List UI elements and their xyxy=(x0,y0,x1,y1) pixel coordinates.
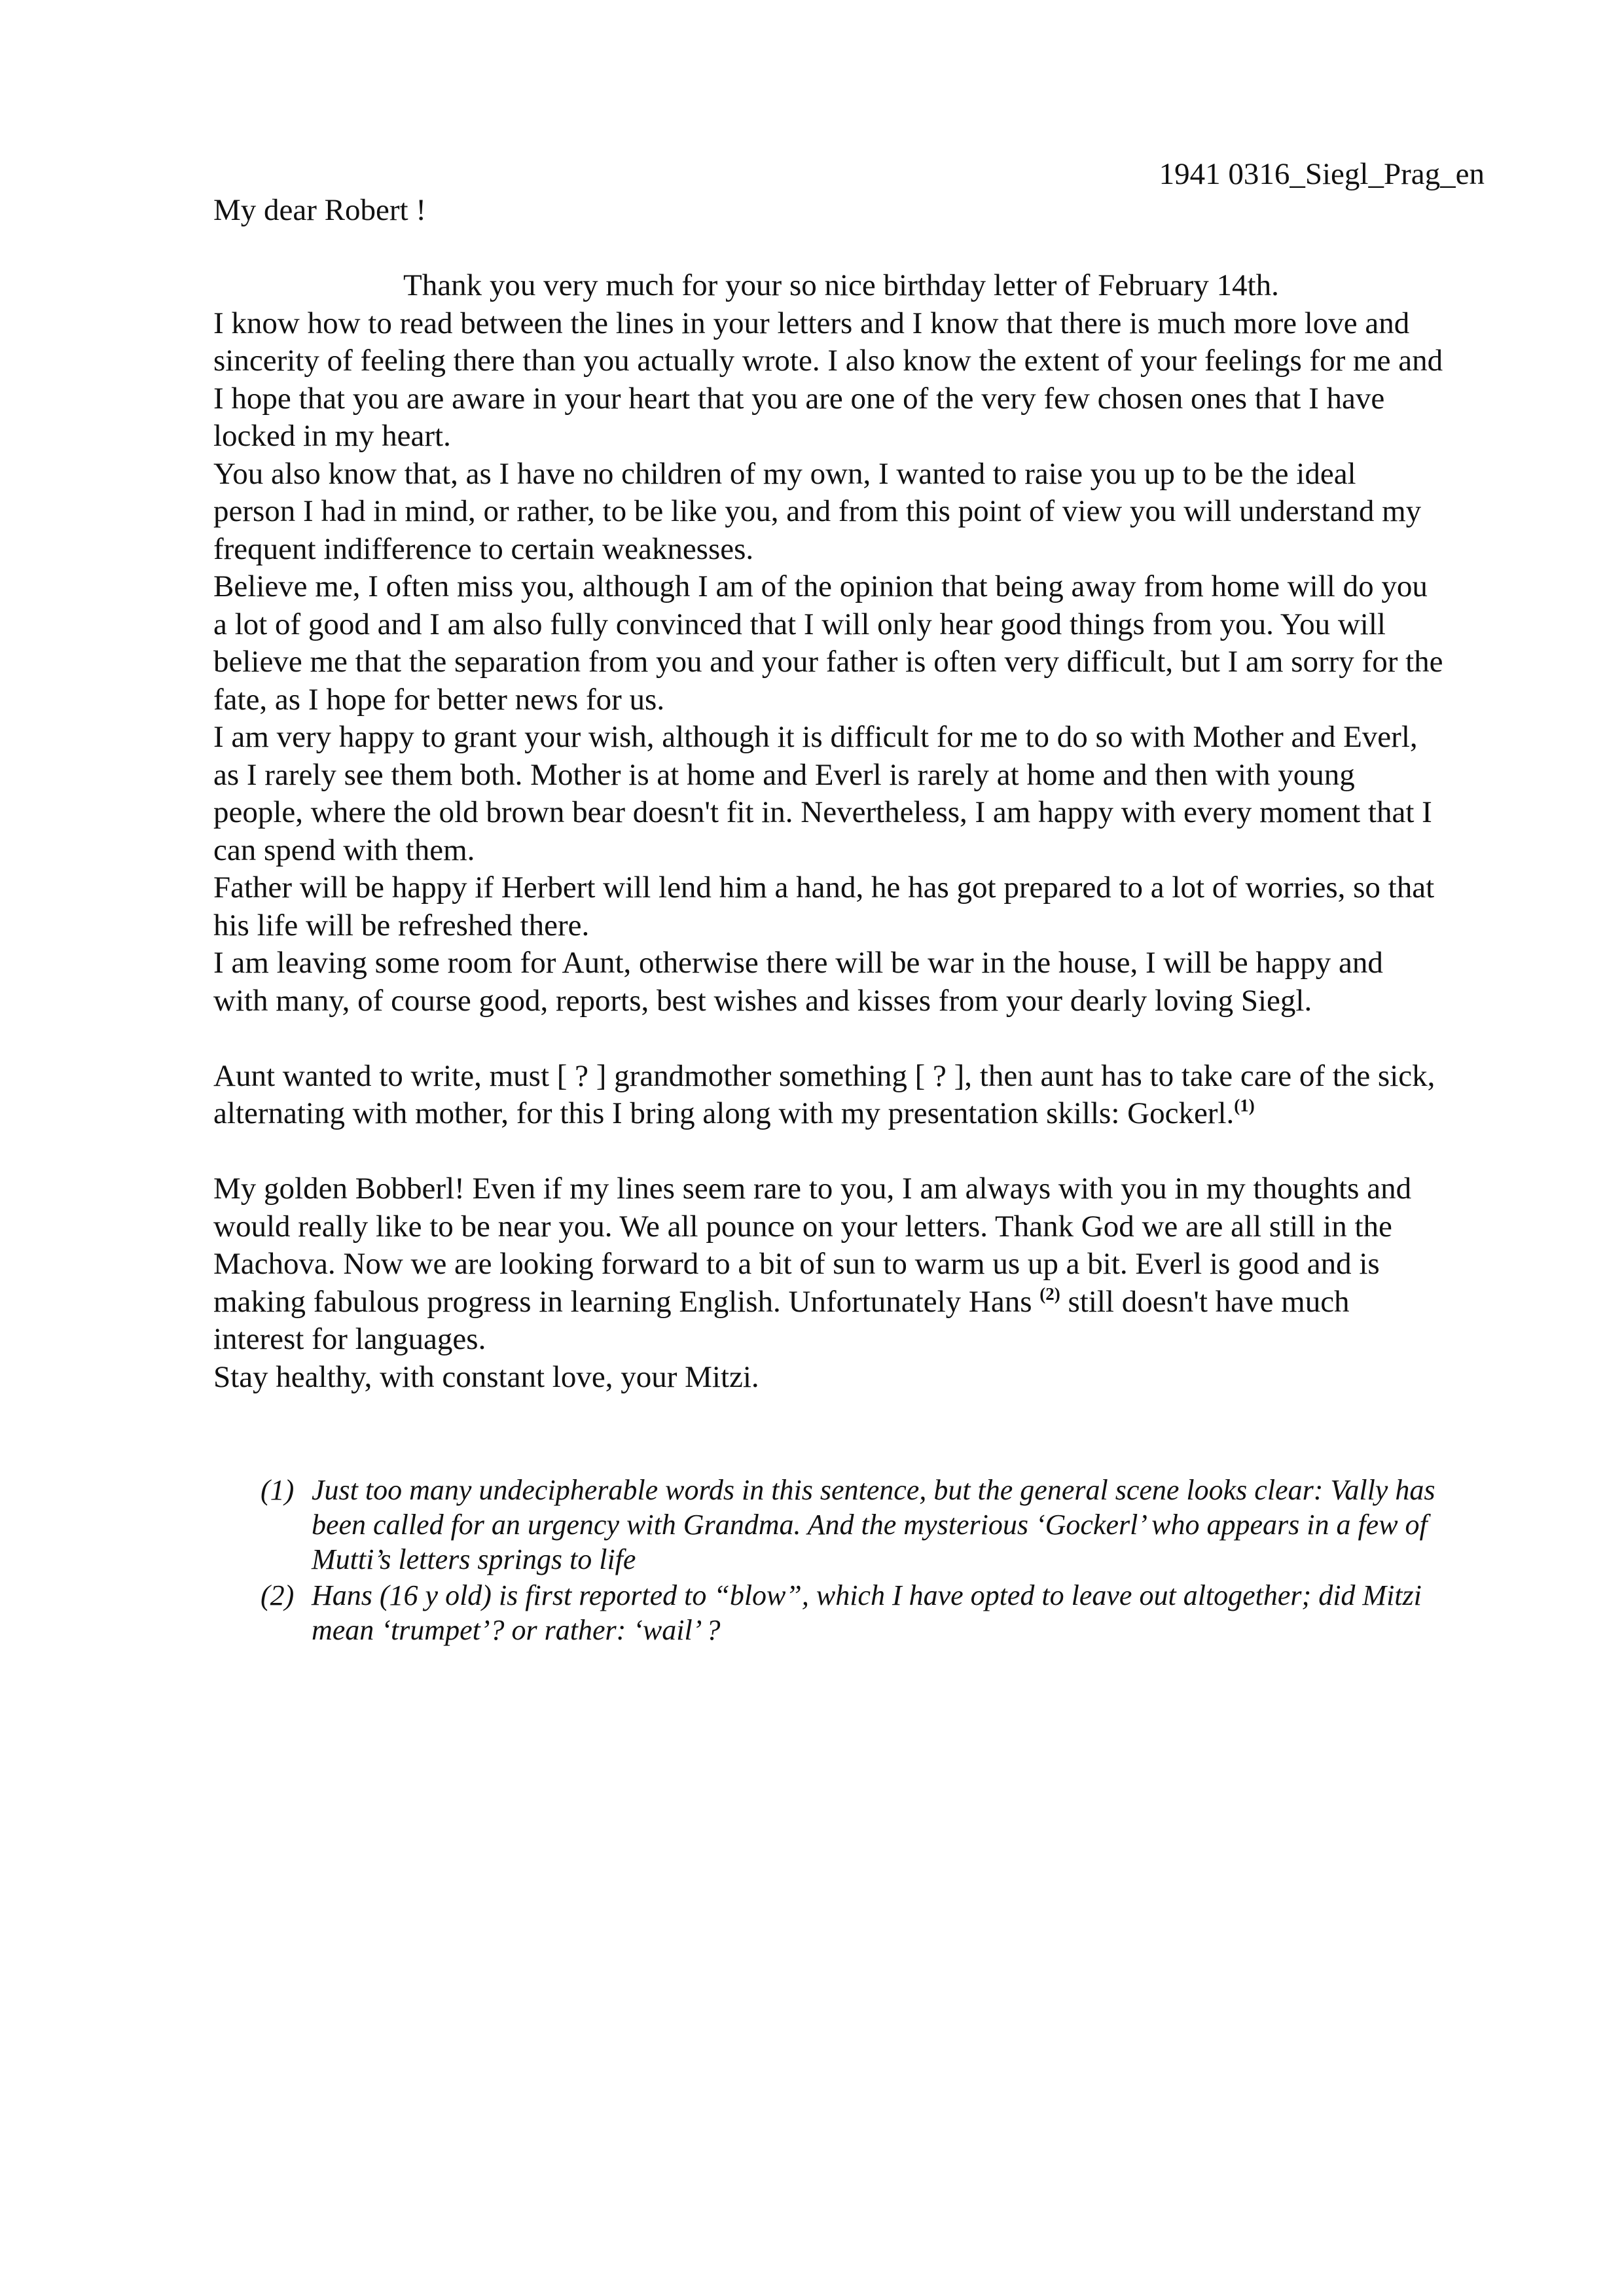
letter-line: locked in my heart. xyxy=(213,419,451,453)
letter-line: Thank you very much for your so nice birthday letter of February 14th. xyxy=(403,268,1279,302)
letter-body xyxy=(213,192,1536,1396)
letter-line: frequent indifference to certain weaknesses. xyxy=(213,531,754,566)
footnote-ref-2: (2) xyxy=(1039,1283,1060,1304)
mitzi-line-text: making fabulous progress in learning English. Unfortunately Hans xyxy=(213,1284,1032,1319)
footnotes xyxy=(261,1473,1504,1649)
salutation: My dear Robert ! xyxy=(213,193,426,227)
footnote-line: Hans (16 y old) is first reported to “blow”, which I have opted to leave out altogether; did Mitzi xyxy=(312,1579,1422,1611)
letter-line: people, where the old brown bear doesn't fit in. Nevertheless, I am happy with every moment that I xyxy=(213,795,1432,829)
letter-line: with many, of course good, reports, best wishes and kisses from your dearly loving Siegl. xyxy=(213,983,1312,1018)
letter-line: his life will be refreshed there. xyxy=(213,908,590,942)
mitzi-line-end: still doesn't have much xyxy=(1060,1284,1350,1319)
letter-line: person I had in mind, or rather, to be like you, and from this point of view you will understand my xyxy=(213,494,1422,528)
footnote-text xyxy=(312,1473,1504,1577)
aunt-line xyxy=(213,1095,1536,1133)
footnote-ref-1: (1) xyxy=(1234,1096,1255,1115)
mitzi-line: Machova. Now we are looking forward to a bit of sun to warm us up a bit. Everl is good and is xyxy=(213,1247,1380,1281)
footnote-number: (1) xyxy=(261,1474,295,1506)
letter-line: I know how to read between the lines in your letters and I know that there is much more love and xyxy=(213,306,1410,340)
footnote-line: mean ‘trumpet’? or rather: ‘wail’ ? xyxy=(312,1614,721,1646)
aunt-line: Aunt wanted to write, must [ ? ] grandmother something [ ? ], then aunt has to take care of the sick, xyxy=(213,1058,1435,1093)
footnote-1 xyxy=(261,1473,1504,1577)
letter-line: You also know that, as I have no children of my own, I wanted to raise you up to be the ideal xyxy=(213,456,1356,491)
footnote-line: Just too many undecipherable words in this sentence, but the general scene looks clear: Vally has xyxy=(312,1474,1435,1506)
letter-line: Father will be happy if Herbert will lend him a hand, he has got prepared to a lot of worries, so that xyxy=(213,870,1435,905)
document-reference: 1941 0316_Siegl_Prag_en xyxy=(1159,157,1485,191)
letter-line: believe me that the separation from you and your father is often very difficult, but I am sorry for the xyxy=(213,645,1443,679)
letter-line: as I rarely see them both. Mother is at home and Everl is rarely at home and then with young xyxy=(213,757,1355,792)
footnote-line: Mutti’s letters springs to life xyxy=(312,1543,636,1575)
letter-line: I am very happy to grant your wish, although it is difficult for me to do so with Mother and Everl, xyxy=(213,720,1418,754)
footnote-number: (2) xyxy=(261,1579,295,1611)
letter-line: a lot of good and I am also fully convinced that I will only hear good things from you. You will xyxy=(213,607,1386,641)
letter-line: fate, as I hope for better news for us. xyxy=(213,682,665,717)
letter-line: I am leaving some room for Aunt, otherwise there will be war in the house, I will be happy and xyxy=(213,946,1383,980)
closing-line: Stay healthy, with constant love, your Mitzi. xyxy=(213,1359,759,1394)
letter-line: sincerity of feeling there than you actually wrote. I also know the extent of your feelings for me and xyxy=(213,344,1443,378)
footnote-line: been called for an urgency with Grandma. And the mysterious ‘Gockerl’ who appears in a few of xyxy=(312,1509,1428,1541)
paragraph-gap xyxy=(213,230,1536,268)
paragraph-gap xyxy=(213,1020,1536,1058)
letter-line: I hope that you are aware in your heart that you are one of the very few chosen ones that I have xyxy=(213,381,1385,416)
footnote-2 xyxy=(261,1578,1504,1647)
footnote-text xyxy=(312,1578,1504,1647)
mitzi-line: My golden Bobberl! Even if my lines seem rare to you, I am always with you in my thoughts and xyxy=(213,1172,1412,1206)
mitzi-line xyxy=(213,1283,1536,1321)
mitzi-line: would really like to be near you. We all pounce on your letters. Thank God we are all still in the xyxy=(213,1209,1392,1244)
letter-line: can spend with them. xyxy=(213,833,475,867)
aunt-line-text: alternating with mother, for this I bring along with my presentation skills: Gockerl. xyxy=(213,1096,1235,1130)
paragraph-gap xyxy=(213,1133,1536,1171)
letter-line: Believe me, I often miss you, although I am of the opinion that being away from home will do you xyxy=(213,569,1428,603)
mitzi-line: interest for languages. xyxy=(213,1322,486,1356)
